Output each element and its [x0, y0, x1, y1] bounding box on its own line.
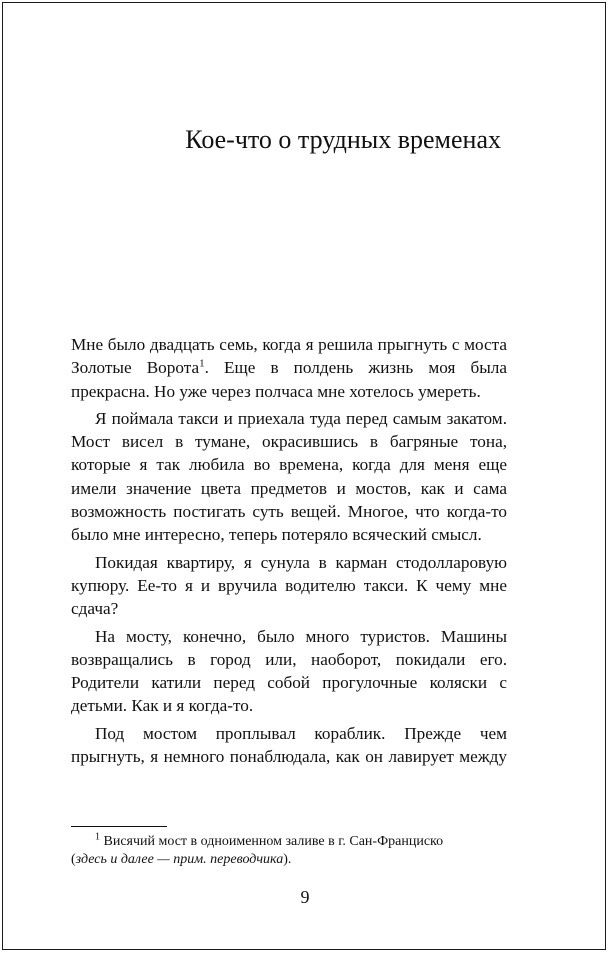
body-text: [71, 333, 507, 768]
footnote-note-open: (: [71, 852, 76, 867]
footnote-translator-note: здесь и далее — прим. переводчика: [75, 852, 284, 867]
footnote-text: Висячий мост в одноименном заливе в г. Сан-Франциско: [103, 834, 444, 849]
footnote-line-1: [71, 833, 507, 851]
footnote-divider: [71, 826, 167, 827]
book-page: [2, 2, 606, 950]
chapter-title: Кое-что о трудных временах: [185, 125, 501, 154]
page-number: 9: [300, 887, 310, 907]
paragraph-1-text-after-ref: . Еще в полдень жизнь моя была прекрасна. Но уже через полчаса мне хотелось умереть.: [71, 358, 507, 401]
paragraph-1-text-before-ref: Мне было двадцать семь, когда я решила прыгнуть с моста Золотые Ворота: [71, 335, 507, 378]
paragraph-3: Покидая квартиру, я сунула в карман стодолларовую купюру. Ее-то я и вручила водителю такси. К чему мне сдача?: [71, 552, 507, 619]
paragraph-2: Я поймала такси и приехала туда перед самым закатом. Мост висел в тумане, окрасившись в багряные тона, которые я так любила во времена, когда для меня еще имели значение цвета предметов и мостов, как и сама возможность постигать суть вещей. Многое, что когда-то было мне интересно, теперь потеряло всяческий смысл.: [71, 408, 507, 545]
footnote-line-2: [71, 851, 507, 869]
paragraph-5: Под мостом проплывал кораблик. Прежде чем прыгнуть, я немного понаблюдала, как он лавирует между: [71, 723, 507, 767]
paragraph-1: [71, 333, 507, 403]
footnote-reference[interactable]: 1: [199, 357, 205, 370]
footnote-note-close: ).: [283, 852, 292, 867]
footnote-number: 1: [95, 831, 100, 843]
paragraph-4: На мосту, конечно, было много туристов. Машины возвращались в город или, наоборот, покидали его. Родители катили перед собой прогулочные коляски с детьми. Как и я когда-то.: [71, 626, 507, 716]
footnote: [71, 833, 507, 869]
